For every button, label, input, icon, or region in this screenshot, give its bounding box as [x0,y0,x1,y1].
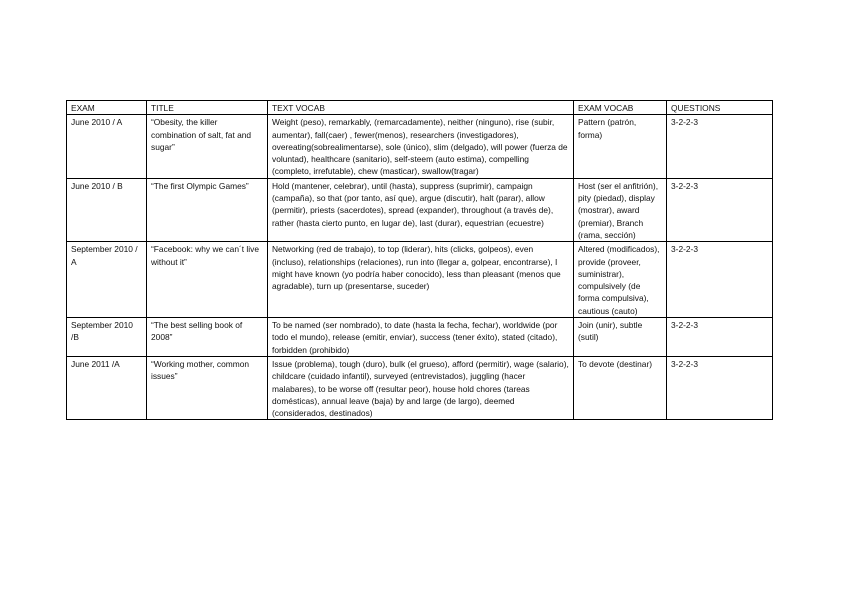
table-row [67,356,773,419]
cell-exam: June 2010 / A [67,115,147,178]
cell-exam-vocab: Join (unir), subtle (sutil) [574,318,667,357]
cell-title: “Facebook: why we can´t live without it” [147,242,268,318]
cell-text-vocab: Weight (peso), remarkably, (remarcadamente), neither (ninguno), rise (subir, aumentar), fall(caer) , fewer(menos), researchers (investigadores), overeating(sobrealimentarse), sole (único), slim (delgado), will power (fuerza de voluntad), healthcare (sanitario), self-steem (auto estima), compelling (completo, irrefutable), chew (masticar), swallow(tragar) [268,115,574,178]
cell-questions: 3-2-2-3 [667,115,773,178]
cell-exam: June 2011 /A [67,356,147,419]
cell-questions: 3-2-2-3 [667,356,773,419]
cell-title: “Obesity, the killer combination of salt, fat and sugar” [147,115,268,178]
cell-questions: 3-2-2-3 [667,178,773,241]
table-row [67,242,773,318]
cell-text-vocab: Issue (problema), tough (duro), bulk (el grueso), afford (permitir), wage (salario), childcare (cuidado infantil), surveyed (entrevistados), juggling (hacer malabares), to be worse off (resultar peor), house hold chores (tareas domésticas), annual leave (baja) by and large (de largo), deemed (considerados, destinados) [268,356,574,419]
header-exam-vocab: EXAM VOCAB [574,101,667,115]
table-row [67,178,773,241]
cell-title: “Working mother, common issues” [147,356,268,419]
cell-text-vocab: Networking (red de trabajo), to top (liderar), hits (clicks, golpeos), even (incluso), relationships (relaciones), run into (llegar a, golpear, encontrarse), I might have known (yo podría haber conocido), less than pleasant (menos que agradable), turn up (presentarse, suceder) [268,242,574,318]
header-exam: EXAM [67,101,147,115]
table-row [67,318,773,357]
cell-title: “The first Olympic Games” [147,178,268,241]
cell-exam-vocab: Pattern (patrón, forma) [574,115,667,178]
cell-exam: June 2010 / B [67,178,147,241]
cell-exam: September 2010 / A [67,242,147,318]
cell-exam-vocab: Altered (modificados), provide (proveer, suministrar), compulsively (de forma compulsiva), cautious (cauto) [574,242,667,318]
cell-exam: September 2010 /B [67,318,147,357]
cell-exam-vocab: To devote (destinar) [574,356,667,419]
cell-title: “The best selling book of 2008” [147,318,268,357]
header-text-vocab: TEXT VOCAB [268,101,574,115]
header-title: TITLE [147,101,268,115]
header-questions: QUESTIONS [667,101,773,115]
exam-vocab-table [66,100,773,420]
cell-text-vocab: To be named (ser nombrado), to date (hasta la fecha, fechar), worldwide (por todo el mundo), release (emitir, enviar), success (tener éxito), stated (citado), forbidden (prohibido) [268,318,574,357]
table-header-row [67,101,773,115]
table-row [67,115,773,178]
cell-text-vocab: Hold (mantener, celebrar), until (hasta), suppress (suprimir), campaign (campaña), so that (por tanto, así que), argue (discutir), halt (parar), allow (permitir), priests (sacerdotes), spread (expander), throughout (a través de), rather (hasta cierto punto, en lugar de), last (durar), equestrian (ecuestre) [268,178,574,241]
cell-questions: 3-2-2-3 [667,242,773,318]
cell-exam-vocab: Host (ser el anfitrión), pity (piedad), display (mostrar), award (premiar), Branch (rama, sección) [574,178,667,241]
cell-questions: 3-2-2-3 [667,318,773,357]
